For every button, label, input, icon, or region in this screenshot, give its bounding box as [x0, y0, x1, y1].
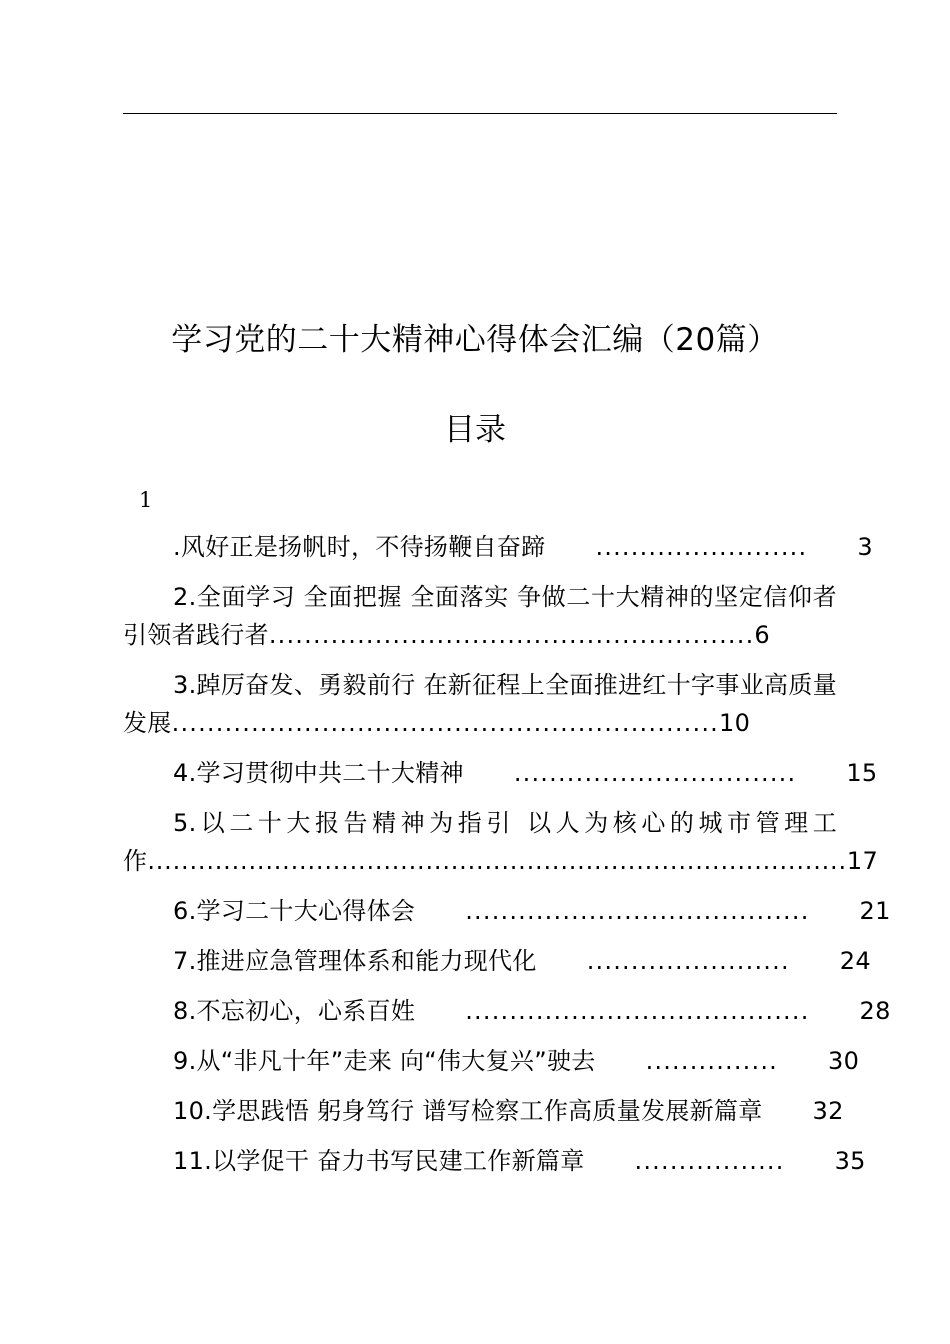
toc-page-number: 28: [859, 997, 891, 1025]
toc-leader-dots: ..............................................................: [171, 709, 720, 737]
toc-page-number: 32: [812, 1097, 844, 1125]
toc-leader-dots: .......................................: [465, 897, 810, 925]
toc-page-number: 30: [828, 1047, 860, 1075]
toc-entry-title: 7.推进应急管理体系和能力现代化: [173, 947, 537, 975]
toc-stray-number: 1: [139, 488, 153, 512]
toc-entry-title: 9.从“非凡十年”走来 向“伟大复兴”驶去: [173, 1047, 596, 1075]
toc-leader-dots: .......................: [586, 947, 790, 975]
toc-page-number: 24: [839, 947, 871, 975]
toc-entry-title: 8.不忘初心，心系百姓: [173, 997, 416, 1025]
toc-page-number: 6: [754, 621, 770, 649]
toc-entry-title: 6.学习二十大心得体会: [173, 897, 416, 925]
header-rule: [123, 113, 837, 114]
toc-entry-7[interactable]: [123, 942, 871, 980]
toc-page-number: 35: [834, 1147, 866, 1175]
toc-entry-11[interactable]: [123, 1142, 866, 1180]
toc-leader-dots: ................................: [513, 759, 797, 787]
toc-entry-6[interactable]: [123, 892, 891, 930]
toc-page-number: 3: [857, 533, 873, 561]
table-of-contents: [123, 528, 891, 1192]
toc-entry-title: 2.全面学习 全面把握 全面落实 争做二十大精神的坚定信仰者引领者践行者: [123, 583, 837, 649]
toc-leader-dots: .......................................: [465, 997, 810, 1025]
toc-page-number: 10: [719, 709, 751, 737]
toc-leader-dots: .......................................................: [268, 621, 755, 649]
toc-leader-dots: ...............: [645, 1047, 778, 1075]
toc-entry-9[interactable]: [123, 1042, 860, 1080]
toc-leader-dots: ...................................................................................: [147, 847, 847, 875]
toc-entry-title: 4.学习贯彻中共二十大精神: [173, 759, 464, 787]
toc-heading: 目录: [444, 412, 506, 448]
toc-entry-5[interactable]: [123, 804, 879, 880]
toc-leader-dots: .................: [634, 1147, 785, 1175]
document-title: 学习党的二十大精神心得体会汇编（20篇）: [171, 322, 779, 358]
toc-entry-4[interactable]: [123, 754, 878, 792]
toc-entry-10[interactable]: [123, 1092, 844, 1130]
toc-entry-title: 5.以二十大报告精神为指引 以人为核心的城市管理工作: [123, 809, 837, 875]
toc-entry-1[interactable]: [123, 528, 873, 566]
toc-entry-8[interactable]: [123, 992, 891, 1030]
toc-entry-2[interactable]: [123, 578, 837, 654]
toc-leader-dots: ........................: [595, 533, 808, 561]
toc-entry-3[interactable]: [123, 666, 837, 742]
toc-entry-title: 11.以学促干 奋力书写民建工作新篇章: [173, 1147, 585, 1175]
toc-entry-title: 10.学思践悟 躬身笃行 谱写检察工作高质量发展新篇章: [173, 1097, 763, 1125]
toc-page-number: 21: [859, 897, 891, 925]
toc-entry-title: 3.踔厉奋发、勇毅前行 在新征程上全面推进红十字事业高质量发展: [123, 671, 837, 737]
toc-page-number: 17: [846, 847, 879, 875]
toc-entry-title: .风好正是扬帆时，不待扬鞭自奋蹄: [173, 533, 546, 561]
toc-page-number: 15: [846, 759, 878, 787]
